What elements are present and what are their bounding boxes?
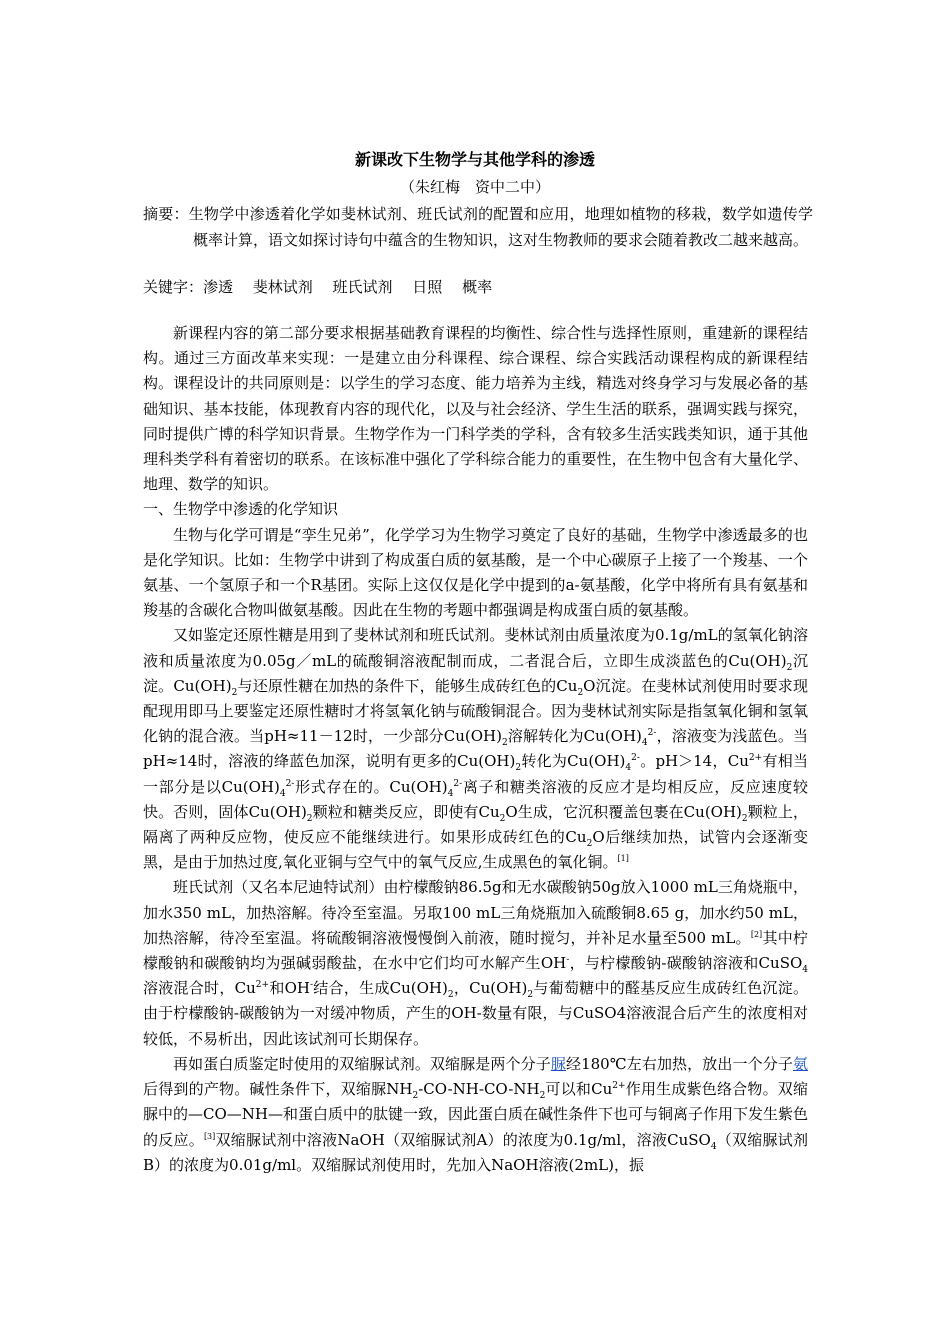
citation-1: [1] [617,854,629,864]
paragraph-fehling: 又如鉴定还原性糖是用到了斐林试剂和班氏试剂。斐林试剂由质量浓度为0.1g/mL的氢氧化钠溶液和质量浓度为0.05g／mL的硫酸铜溶液配制而成，二者混合后，立即生成淡蓝色的$Cu(OH)_2$沉淀。$Cu(OH)_2$与还原性糖在加热的条件下，能够生成砖红色的$Cu_2O$沉淀。在斐林试剂使用时要求现配现用即马上要鉴定还原性糖时才将氢氧化钠与硫酸铜混合。因为斐林试剂实际是指氢氧化铜和氢氧化钠的混合液。当pH≈11－12时，一少部分$Cu(OH)_2$溶解转化为$Cu(OH)_4^{2-}$，溶液变为浅蓝色。当pH≈14时，溶液的绛蓝色加深，说明有更多的$Cu(OH)_2$转化为$Cu(OH)_4^{2-}$。pH＞14，$Cu^{2+}$有相当一部分是以$Cu(OH)_4^{2-}$形式存在的。$Cu(OH)_4^{2-}$离子和糖类溶液的反应才是均相反应，反应速度较快。否则，固体$Cu(OH)_2$颗粒和糖类反应，即使有$Cu_2O$生成，它沉积覆盖包裹在$Cu(OH)_2$颗粒上，隔离了两种反应物，使反应不能继续进行。如果形成砖红色的$Cu_2O$后继续加热，试管内会逐渐变黑，是由于加热过度,氧化亚铜与空气中的氧气反应,生成黑色的氧化铜。[1] [143,626,809,872]
document-title: 新课改下生物学与其他学科的渗透 [354,150,595,169]
paragraph-intro: 新课程内容的第二部分要求根据基础教育课程的均衡性、综合性与选择性原则，重建新的课程结构。通过三方面改革来实现：一是建立由分科课程、综合课程、综合实践活动课程构成的新课程结构。课程设计的共同原则是：以学生的学习态度、能力培养为主线，精选对终身学习与发展必备的基础知识、基本技能，体现教育内容的现代化，以及与社会经济、学生生活的联系，强调实践与探究，同时提供广博的科学知识背景。生物学作为一门科学类的学科，含有较多生活实践类知识，通于其他理科类学科有着密切的联系。在该标准中强化了学科综合能力的重要性，在生物中包含有大量化学、地理、数学的知识。 [143,324,808,494]
author-line: （朱红梅 资中二中） [399,178,550,196]
section-heading-chemistry: 一、生物学中渗透的化学知识 [143,500,339,519]
link-ammonia[interactable]: 氨 [792,1054,808,1073]
paragraph-benedict: 班氏试剂（又名本尼迪特试剂）由柠檬酸钠86.5g和无水碳酸钠50g放入1000 mL三角烧瓶中，加水350 mL，加热溶解。待冷至室温。另取100 mL三角烧瓶加入硫酸铜8.65 g，加水约50 mL，加热溶解，待冷至室温。将硫酸铜溶液慢慢倒入前液，随时搅匀，并补足水量至500 mL。[2]其中柠檬酸钠和碳酸钠均为强碱弱酸盐，在水中它们均可水解产生OH-，与柠檬酸钠-碳酸钠溶液和CuSO$_4$溶液混合时，$Cu^{2+}$和OH-结合，生成$Cu(OH)_2$，$Cu(OH)_2$与葡萄糖中的醛基反应生成砖红色沉淀。由于柠檬酸钠-碳酸钠为一对缓冲物质，产生的OH-数量有限，与CuSO4溶液混合后产生的浓度相对较低，不易析出，因此该试剂可长期保存。 [143,878,808,1048]
abstract-text: 摘要：生物学中渗透着化学如斐林试剂、班氏试剂的配置和应用，地理如植物的移栽，数学如遗传学概率计算，语文如探讨诗句中蕴含的生物知识，这对生物教师的要求会随着教改二越来越高。 [143,205,813,249]
citation-2: [2] [750,929,763,939]
paragraph-biuret: 再如蛋白质鉴定时使用的双缩脲试剂。双缩脲是两个分子脲经180℃左右加热，放出一个分子氨后得到的产物。碱性条件下，双缩脲$NH_2-CO-NH-CO-NH_2$可以和$Cu^{2+}$作用生成紫色络合物。双缩脲中的—CO—NH—和蛋白质中的肽键一致，因此蛋白质在碱性条件下也可与铜离子作用下发生紫色的反应。[3]双缩脲试剂中溶液NaOH（双缩脲试剂A）的浓度为0.1g/ml，溶液CuSO$_4$（双缩脲试剂B）的浓度为0.01g/ml。双缩脲试剂使用时，先加入NaOH溶液(2mL)，振 [143,1054,808,1174]
abstract [143,201,813,253]
citation-3: [3] [203,1131,216,1141]
link-urea[interactable]: 脲 [550,1054,566,1073]
keywords: 关键字：渗透 斐林试剂 班氏试剂 日照 概率 [143,278,493,296]
paragraph-amino-acid: 生物与化学可谓是“孪生兄弟”，化学学习为生物学习奠定了良好的基础，生物学中渗透最多的也是化学知识。比如：生物学中讲到了构成蛋白质的氨基酸，是一个中心碳原子上接了一个羧基、一个氨基、一个氢原子和一个R基团。实际上这仅仅是化学中提到的a-氨基酸，化学中将所有具有氨基和羧基的含碳化合物叫做氨基酸。因此在生物的考题中都强调是构成蛋白质的氨基酸。 [143,525,808,620]
article-body [143,321,808,1178]
